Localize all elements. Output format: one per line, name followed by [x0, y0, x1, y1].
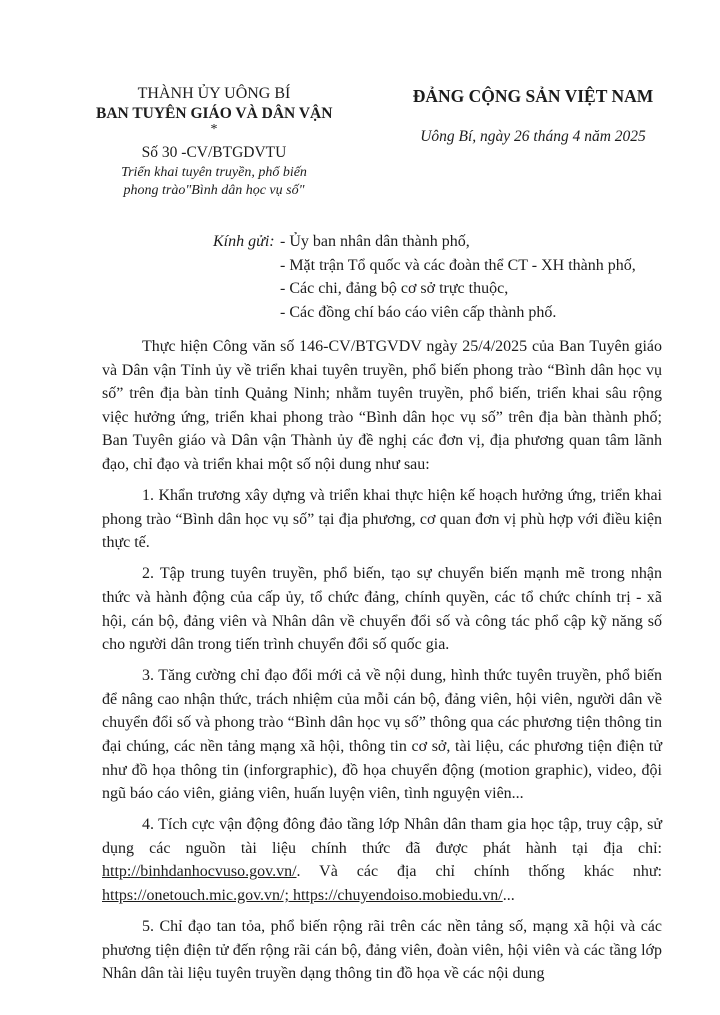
item-1: 1. Khẩn trương xây dựng và triển khai thực hiện kế hoạch hưởng ứng, triển khai phong trào “Bình dân học vụ số” tại địa phương, cơ quan đơn vị phù hợp với điều kiện thực tế.: [102, 487, 662, 552]
party-header-block: [398, 84, 668, 148]
binhdanhocvuso-link[interactable]: http://binhdanhocvuso.gov.vn/: [102, 863, 297, 881]
place-date: Uông Bí, ngày 26 tháng 4 năm 2025: [420, 128, 646, 145]
document-number: Số 30 -CV/BTGDVTU: [141, 144, 287, 161]
item-2: 2. Tập trung tuyên truyền, phổ biến, tạo sự chuyển biến mạnh mẽ trong nhận thức và hành động của cấp ủy, tổ chức đảng, chính quyền, các tổ chức chính trị - xã hội, cán bộ, đảng viên và Nhân dân về chuyển đổi số và công tác phổ cập kỹ năng số cho người dân trong tiến trình chuyển đổi số quốc gia.: [102, 565, 662, 654]
item-4-text: 4. Tích cực vận động đông đảo tầng lớp Nhân dân tham gia học tập, truy cập, sử dụng các nguồn tài liệu chính thức đã được phát hành tại địa chỉ:: [102, 816, 662, 857]
subject-line-2: phong trào"Bình dân học vụ số": [123, 183, 305, 198]
item-4-end: ...: [502, 887, 515, 905]
party-name: ĐẢNG CỘNG SẢN VIỆT NAM: [412, 86, 654, 106]
item-4-mid: . Và các địa chỉ chính thống khác như:: [296, 863, 662, 881]
parent-organization: THÀNH ỦY UÔNG BÍ: [137, 85, 291, 102]
item-5: 5. Chỉ đạo tan tỏa, phổ biến rộng rãi trên các nền tảng số, mạng xã hội và các phương tiện điện tử đến rộng rãi cán bộ, đảng viên, đoàn viên, hội viên và các tầng lớp Nhân dân tài liệu tuyên truyền dạng thông tin đồ họa về các nội dung: [102, 918, 662, 983]
issuing-organization: BAN TUYÊN GIÁO VÀ DÂN VẬN: [96, 105, 333, 122]
subject-line-1: Triển khai tuyên truyền, phổ biến: [121, 165, 307, 180]
recipient-item: - Ủy ban nhân dân thành phố,: [280, 233, 470, 250]
recipient-item: - Mặt trận Tổ quốc và các đoàn thể CT - XH thành phố,: [280, 256, 636, 274]
recipients-label: Kính gửi:: [213, 233, 275, 250]
issuing-agency-block: [96, 84, 332, 200]
document-body: [102, 335, 662, 993]
recipient-item: - Các chi, đảng bộ cơ sở trực thuộc,: [280, 280, 509, 297]
separator-star: *: [210, 122, 218, 137]
item-3: 3. Tăng cường chỉ đạo đổi mới cả về nội dung, hình thức tuyên truyền, phổ biến để nâng cao nhận thức, trách nhiệm của mỗi cán bộ, đảng viên, hội viên, người dân về chuyển đổi số và phong trào “Bình dân học vụ số” thông qua các phương tiện thông tin đại chúng, các nền tảng mạng xã hội, thông tin cơ sở, tài liệu, các phương tiện điện tử như đồ họa thông tin (inforgraphic), đồ họa chuyển động (motion graphic), video, đội ngũ báo cáo viên, giảng viên, huấn luyện viên, tình nguyện viên...: [102, 667, 662, 803]
item-4: [102, 813, 662, 907]
other-links[interactable]: https://onetouch.mic.gov.vn/; https://chuyendoiso.mobiedu.vn/: [102, 887, 503, 905]
recipient-item: - Các đồng chí báo cáo viên cấp thành phố.: [280, 303, 557, 321]
intro-paragraph: Thực hiện Công văn số 146-CV/BTGVDV ngày 25/4/2025 của Ban Tuyên giáo và Dân vận Tỉnh ủy về triển khai tuyên truyền, phổ biến phong trào “Bình dân học vụ số” trên địa bàn tỉnh Quảng Ninh; nhằm tuyên truyền, phổ biến, triển khai sâu rộng việc hưởng ứng, triển khai phong trào “Bình dân học vụ số” trên địa bàn thành phố; Ban Tuyên giáo và Dân vận Thành ủy đề nghị các đơn vị, địa phương quan tâm lãnh đạo, chỉ đạo và triển khai một số nội dung như sau:: [102, 338, 662, 473]
